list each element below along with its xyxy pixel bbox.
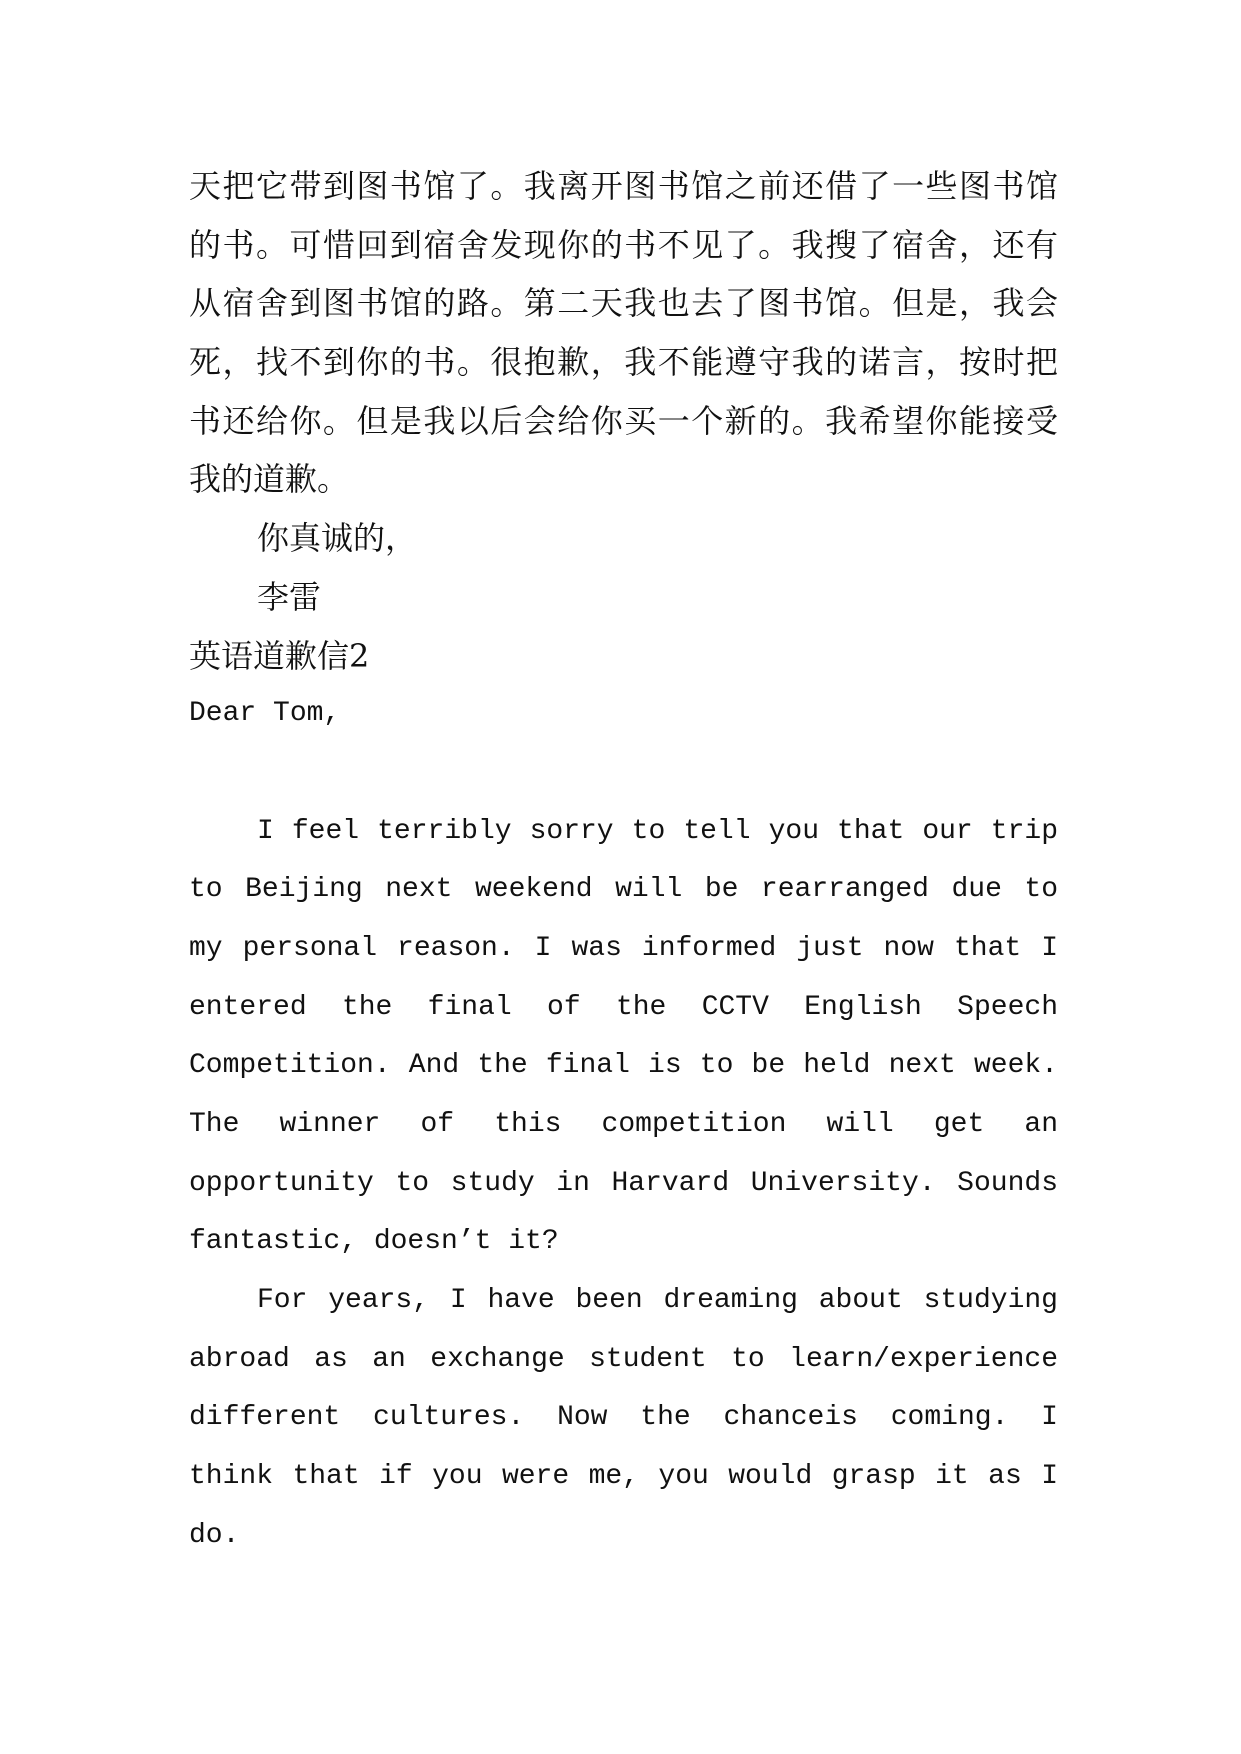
letter1-line: 天把它带到图书馆了。我离开图书馆之前还借了一些图书馆 (189, 167, 1058, 205)
letter2-paragraph-2 (189, 1272, 1058, 1565)
letter1-line: 从宿舍到图书馆的路。第二天我也去了图书馆。但是，我会 (189, 284, 1058, 323)
letter2-line: opportunity to study in Harvard University. Sounds (189, 1167, 1058, 1199)
letter1-line: 书还给你。但是我以后会给你买一个新的。我希望你能接受 (189, 401, 1058, 440)
letter2-line: I feel terribly sorry to tell you that our trip (257, 815, 1058, 847)
letter2-salutation: Dear Tom, (189, 698, 341, 730)
letter2-line: think that if you were me, you would grasp it as I (189, 1461, 1058, 1493)
letter2-line: entered the final of the CCTV English Speech (189, 991, 1058, 1023)
letter1-closing: 你真诚的， (257, 519, 418, 558)
blank-line (189, 744, 1058, 803)
letter2-line: Competition. And the final is to be held next week. (189, 1050, 1058, 1082)
letter2-line: to Beijing next weekend will be rearranged due to (189, 874, 1058, 906)
letter2-line: fantastic, doesn’t it? (189, 1226, 559, 1258)
letter2-line: The winner of this competition will get an (189, 1109, 1058, 1140)
letter2-line: different cultures. Now the chanceis coming. I (189, 1402, 1058, 1434)
letter1-paragraph (189, 157, 1058, 509)
letter2-line: For years, I have been dreaming about studying (257, 1285, 1058, 1317)
section-heading: 英语道歉信2 (189, 636, 370, 675)
letter2-line: abroad as an exchange student to learn/experience (189, 1343, 1058, 1375)
letter1-line: 死，找不到你的书。很抱歉，我不能遵守我的诺言，按时把 (189, 343, 1058, 382)
letter2-line: my personal reason. I was informed just now that I (189, 932, 1058, 964)
letter2-paragraph-1 (189, 803, 1058, 1273)
letter1-line: 的书。可惜回到宿舍发现你的书不见了。我搜了宿舍，还有 (189, 225, 1058, 264)
document-body (189, 157, 1058, 1566)
letter1-line: 我的道歉。 (189, 460, 350, 499)
letter2-line: do. (189, 1519, 240, 1551)
letter1-signature: 李雷 (257, 577, 322, 616)
